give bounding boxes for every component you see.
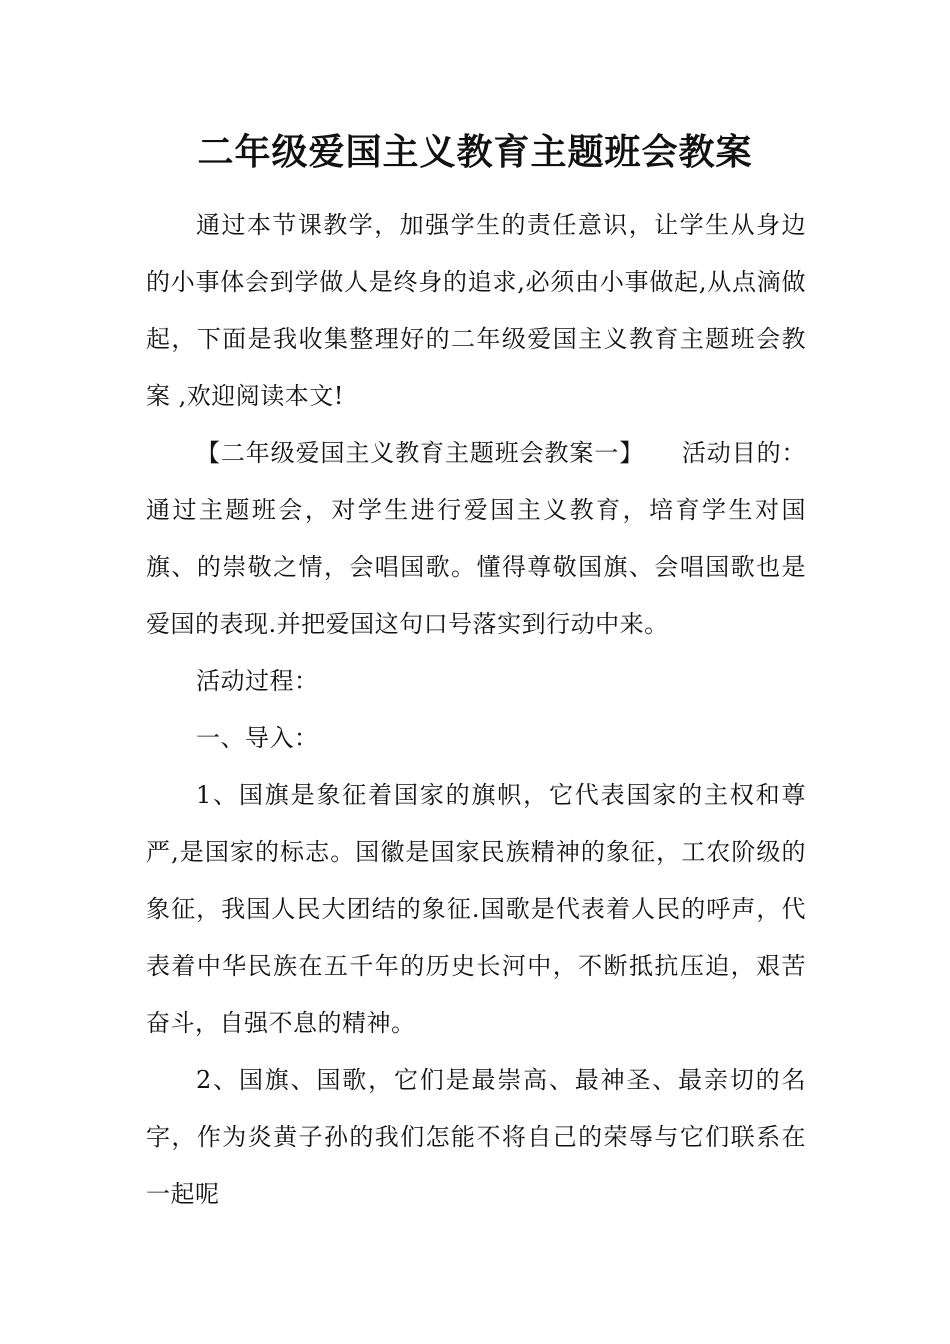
document-title: 二年级爱国主义教育主题班会教案 [197, 131, 753, 173]
lesson-one-purpose-paragraph: 【二年级爱国主义教育主题班会教案一】 活动目的：通过主题班会，对学生进行爱国主义教育，培育学生对国旗、的崇敬之情，会唱国歌。懂得尊敬国旗、会唱国歌也是爱国的表现.并把爱国这句口号落实到行动中来。 [146, 439, 806, 638]
point-two-paragraph: 2、国旗、国歌，它们是最崇高、最神圣、最亲切的名字，作为炎黄子孙的我们怎能不将自己的荣辱与它们联系在一起呢 [146, 1066, 806, 1208]
section-intro-heading: 一、导入： [196, 724, 319, 752]
document-body [146, 197, 806, 1223]
intro-paragraph: 通过本节课教学，加强学生的责任意识，让学生从身边的小事体会到学做人是终身的追求,必须由小事做起,从点滴做起，下面是我收集整理好的二年级爱国主义教育主题班会教案 ,欢迎阅读本文! [146, 211, 806, 410]
point-one-paragraph: 1、国旗是象征着国家的旗帜，它代表国家的主权和尊严,是国家的标志。国徽是国家民族精神的象征，工农阶级的象征，我国人民大团结的象征.国歌是代表着人民的呼声，代表着中华民族在五千年的历史长河中，不断抵抗压迫，艰苦奋斗，自强不息的精神。 [146, 781, 806, 1037]
activity-process-heading: 活动过程： [196, 667, 319, 695]
